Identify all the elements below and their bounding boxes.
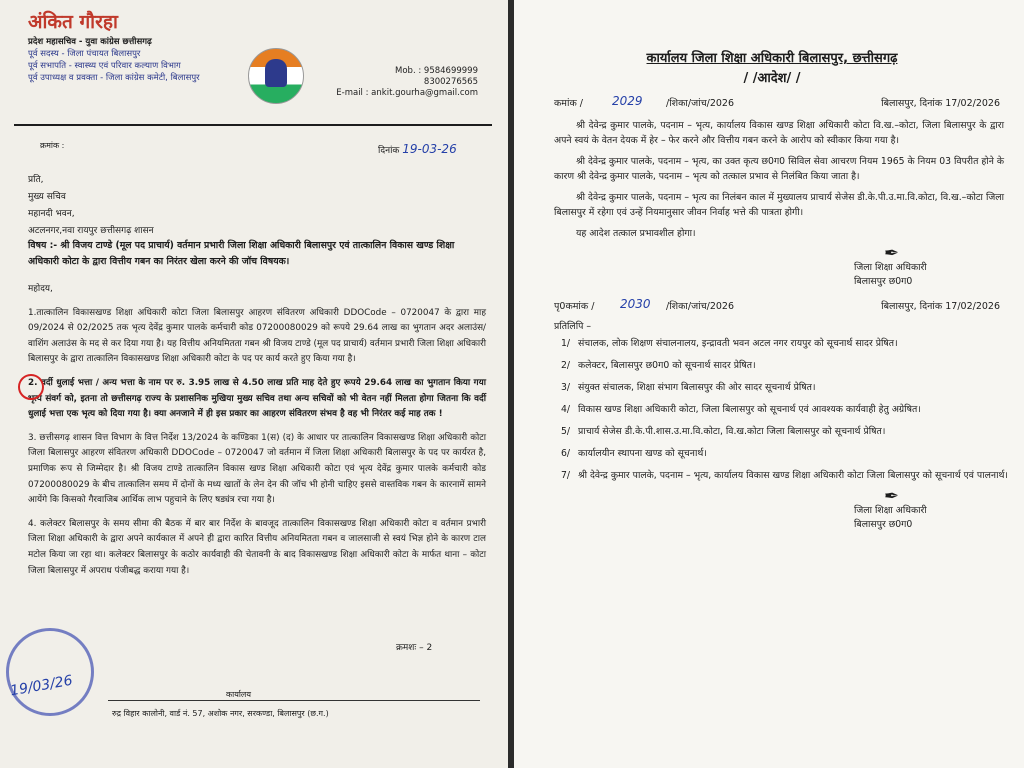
copy-to-item-number: 7/ [560,470,570,481]
copy-to-item [534,358,1010,373]
red-circle-annotation [18,374,44,400]
order-number-suffix: /शिका/जांच/2026 [666,98,734,109]
designation-line: पूर्व सभापति - स्वास्थ्य एवं परिवार कल्याण विभाग [28,61,181,71]
paragraph-2: 2. वर्दी धुलाई भत्ता / अन्य भत्ता के नाम पर रु. 3.95 लाख से 4.50 लाख प्रति माह देते हुए रूपये 29.64 लाख का भुगतान किया गया भृत्य संवर्ग को, इतना तो छत्तीसगढ़ राज्य के प्रशासनिक मुखिया मुख्य सचिव तथा अन्य सचिवों को भी वेतन नहीं मिलता होगा जितना कि वर्दी धुलाई भत्ता एक भृत्य को दिया गया है। क्या अनजाने में ही इस प्रकार का आहरण संवितरण संभव है वह भी निरंतर कई माह तक ! [28,377,486,420]
order-paragraph-3: श्री देवेन्द्र कुमार पालके, पदनाम – भृत्य का निलंबन काल में मुख्यालय प्राचार्य सेजेस डी.के.पी.उ.मा.वि.कोटा, वि.ख.–कोटा जिला बिलासपुर में रहेगा एवं उन्हें नियमानुसार जीवन निर्वाह भत्ते की पात्रता होगी। [554,192,1004,218]
mobile-number: Mob. : 9584699999 [395,66,478,76]
endorsement-date [881,299,1000,312]
suspension-order-page [514,0,1024,768]
endorsement-number-suffix: /शिका/जांच/2026 [666,301,734,312]
order-paragraph-4: यह आदेश तत्काल प्रभावशील होगा। [576,228,696,239]
copy-to-item-text: प्राचार्य सेजेस डी.के.पी.शास.उ.मा.वि.कोटा, वि.ख.कोटा जिला बिलासपुर को सूचनार्थ प्रेषित। [578,426,886,437]
salutation: महोदय, [28,284,53,294]
mobile-number-2: 8300276565 [423,77,478,87]
address-line: महानदी भवन, [28,209,75,219]
letterhead-name: अंकित गौरहा [28,11,118,33]
footer-address: रुद्र विहार कालोनी, वार्ड नं. 57, अशोक नगर, सरकण्डा, बिलासपुर (छ.ग.) [112,709,329,718]
order-place-date-label: बिलासपुर, दिनांक [881,98,943,109]
office-title: कार्यालय जिला शिक्षा अधिकारी बिलासपुर, छत्तीसगढ़ [646,51,898,66]
letterhead-contact [336,66,478,98]
copy-to-item-number: 1/ [560,338,570,349]
copy-to-item-number: 5/ [560,426,570,437]
address-line: मुख्य सचिव [28,192,66,202]
date-handwritten: 19-03-26 [402,142,457,156]
copy-to-item-text: कलेक्टर, बिलासपुर छ0ग0 को सूचनार्थ सादर प्रेषित। [578,360,756,371]
signatory-title: जिला शिक्षा अधिकारी [854,505,927,516]
paragraph-4: 4. कलेक्टर बिलासपुर के समय सीमा की बैठक में बार बार निर्देश के बावजूद तात्कालिन विकासखण्ड शिक्षा अधिकारी कोटा व वर्तमान प्रभारी जिला शिक्षा अधिकारी के द्वारा अपने कार्यकाल में अपने ही द्वारा कारित वित्तीय अनियमितता गबन व जालसाजी से स्वयं भिज्ञ होने के कारण टाल मटोल किया जा रहा था। कलेक्टर बिलासपुर के कठोर कार्यवाही की चेतावनी के बाद विकासखण्ड शिक्षा अधिकारी कोटा के मार्फत थाना – कोटा जिला बिलासपुर में अपराध पंजीबद्ध कराया गया है। [28,518,486,576]
designation-line: प्रदेश महासचिव - युवा कांग्रेस छत्तीसगढ़ [28,37,152,47]
endorsement-place-date-label: बिलासपुर, दिनांक [881,301,943,312]
copy-to-item-text: कार्यालयीन स्थापना खण्ड को सूचनार्थ। [578,448,707,459]
order-body [534,118,1010,241]
designation-line: पूर्व सदस्य - जिला पंचायत बिलासपुर [28,49,141,59]
signature-block-1 [854,243,1010,289]
order-paragraph-1: श्री देवेन्द्र कुमार पालके, पदनाम – भृत्य, कार्यालय विकास खण्ड शिक्षा अधिकारी कोटा वि.ख.–कोटा, जिला बिलासपुर के द्वारा अपने स्वयं के वेतन देयक में हेर – फेर करने और वित्तीय गबन करने के आरोप को स्वीकार किया गया है। [554,120,1004,146]
email-address: E-mail : ankit.gourha@gmail.com [336,88,478,98]
order-heading: / /आदेश/ / [743,71,801,86]
signatory-title: जिला शिक्षा अधिकारी [854,262,927,273]
office-stamp-icon [6,628,94,716]
copy-to-item [534,468,1010,483]
endorsement-date-value: 17/02/2026 [945,301,1000,312]
order-date [881,96,1000,109]
signature-icon: ✒ [884,486,900,507]
signature-block-2 [854,486,1010,532]
footer-label: कार्यालय [226,690,251,699]
paragraph-1: 1.तात्कालिन विकासखण्ड शिक्षा अधिकारी कोटा जिला बिलासपुर आहरण संवितरण अधिकारी DDOCode – 0720047 के द्वारा माह 09/2024 से 02/2025 तक भृत्य देवेंद्र कुमार पालके कर्मचारी कोड 07200080029 को रूपये 29.64 लाख का भुगतान अदर अलाउंस/वाशिंग अलाउंस के मद से कर दिया गया है। यह वित्तीय अनियमितता गबन श्री विजय टाण्डे (मूल पद प्राचार्य) वर्तमान प्रभारी जिला शिक्षा अधिकारी बिलासपुर के द्वारा तात्कालिन विकासखण्ड शिक्षा अधिकारी कोटा के पद पर कार्य करते हुए किया गया है। [28,307,486,365]
recipient-address [28,172,154,240]
paragraph-3: 3. छत्तीसगढ़ शासन वित्त विभाग के वित्त निर्देश 13/2024 के कण्डिका 1(स) (द) के आधार पर तात्कालिन विकासखण्ड शिक्षा अधिकारी कोटा जिला बिलासपुर आहरण संवितरण अधिकारी DDOCode – 0720047 जो वर्तमान में जिला शिक्षा अधिकारी बिलासपुर के पद पर कार्यरत है, प्रमाणिक रूप से जिम्मेदार है। श्री विजय टाण्डे तात्कालिन विकास खण्ड शिक्षा अधिकारी कोटा एवं भृत्य देवेंद्र कुमार पालके कर्मचारी कोड 07200080029 के बीच तात्कालिन समय में दोनों के मध्य खातों के लेन देन की जॉच भी होनी चाहिए इससे वास्तविक गबन के कारनामें सामने आयेंगे कि किसको गैरवाजिब आर्थिक लाभ पहुचाने के लिए षड्यंत्र रचा गया है। [28,432,486,506]
copy-to-item [534,402,1010,417]
letter-body [28,282,486,587]
endorsement-number-handwritten: 2030 [620,297,651,311]
stamp-date-handwritten: 19/03/26 [9,672,74,700]
continued-marker: क्रमशः – 2 [396,643,433,653]
copy-to-item-number: 2/ [560,360,570,371]
signatory-location: बिलासपुर छ0ग0 [854,519,913,530]
copy-to-item-text: श्री देवेन्द्र कुमार पालके, पदनाम – भृत्य, कार्यालय विकास खण्ड शिक्षा अधिकारी कोटा जिला बिलासपुर को सूचनार्थ एवं पालनार्थ। [578,470,1008,481]
date-label: दिनांक [378,146,400,156]
address-line: अटलनगर,नवा रायपुर छत्तीसगढ़ शासन [28,226,154,236]
copy-to-item-text: संयुक्त संचालक, शिक्षा संभाग बिलासपुर की ओर सादर सूचनार्थ प्रेषित। [578,382,816,393]
copy-to-item-number: 6/ [560,448,570,459]
copy-to-item [534,380,1010,395]
copy-to-item [534,424,1010,439]
endorsement-number-label: पृ0कमांक / [554,301,595,312]
footer-divider [108,700,480,701]
order-paragraph-2: श्री देवेन्द्र कुमार पालके, पदनाम – भृत्य, का उक्त कृत्य छ0ग0 सिविल सेवा आचरण नियम 1965 के नियम 03 विपरीत होने के कारण श्री देवेन्द्र कुमार पालके, पदनाम – भृत्य को तत्काल प्रभाव से निलंबित किया जाता है। [554,156,1004,182]
party-hand-logo-icon [248,48,304,104]
signature-icon: ✒ [884,243,900,264]
copy-to-item-number: 3/ [560,382,570,393]
copy-to-item-number: 4/ [560,404,570,415]
endorsement-number-row [534,299,1010,319]
complaint-letter-page [0,0,508,768]
order-date-value: 17/02/2026 [945,98,1000,109]
order-number-handwritten: 2029 [612,94,643,108]
subject-line: विषय :- श्री विजय टाण्डे (मूल पद प्राचार्य) वर्तमान प्रभारी जिला शिक्षा अधिकारी बिलासपुर एवं तात्कालिन विकास खण्ड शिक्षा अधिकारी कोटा के द्वारा वित्तीय गबन का निरंतर खेला करने की जॉच विषयक। [28,240,455,267]
copy-to-list [534,336,1010,483]
order-number-row [534,96,1010,116]
copy-to-item [534,446,1010,461]
order-number-label: कमांक / [554,98,583,109]
copy-to-label: प्रतिलिपि – [554,321,592,332]
copy-to-item-text: संचालक, लोक शिक्षण संचालनालय, इन्द्रावती भवन अटल नगर रायपुर को सूचनार्थ सादर प्रेषित। [578,338,898,349]
copy-to-item [534,336,1010,351]
reference-number-label: क्रमांक : [40,141,65,150]
copy-to-item-text: विकास खण्ड शिक्षा अधिकारी कोटा, जिला बिलासपुर को सूचनार्थ एवं आवश्यक कार्यवाही हेतु अग्रेषित। [578,404,921,415]
letterhead-designations [28,36,200,84]
designation-line: पूर्व उपाध्यक्ष व प्रवक्ता - जिला कांग्रेस कमेटी, बिलासपुर [28,73,200,83]
letter-date [378,142,457,156]
signatory-location: बिलासपुर छ0ग0 [854,276,913,287]
letterhead-divider [14,124,492,126]
prati: प्रति, [28,175,44,185]
